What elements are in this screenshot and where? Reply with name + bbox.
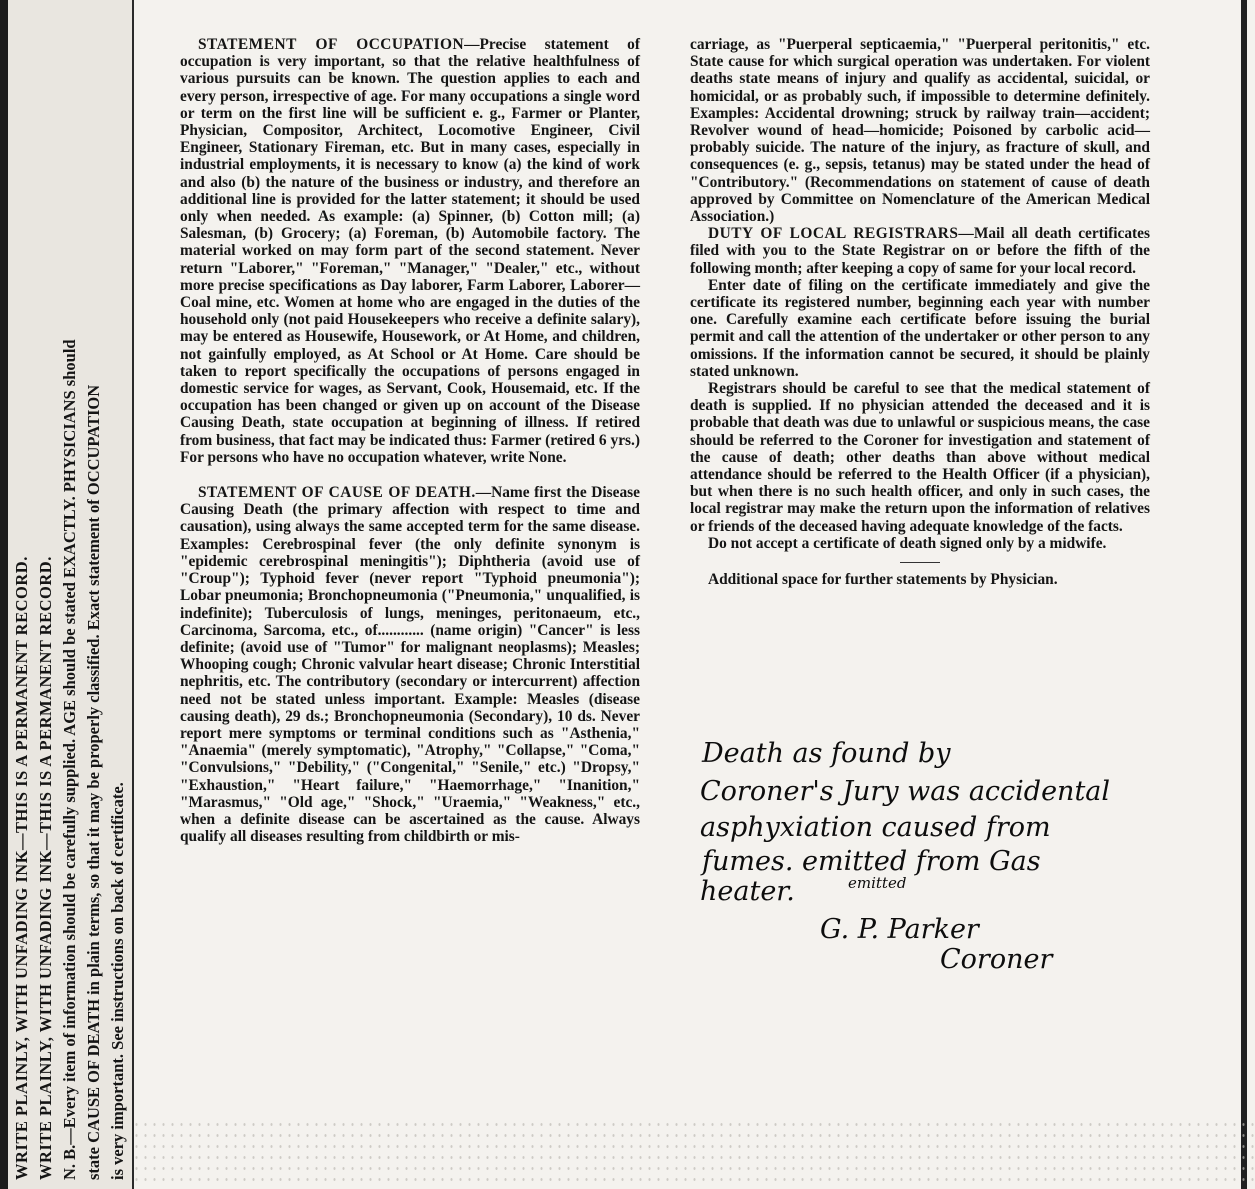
side-notice [10, 30, 130, 1180]
side-notice-line-1: WRITE PLAINLY, WITH UNFADING INK—THIS IS A PERMANENT RECORD. [12, 556, 31, 1180]
side-notice-line-4: state CAUSE OF DEATH in plain terms, so that it may be properly classified. Exact statement of OCCUPATION [84, 384, 103, 1180]
section-gap [180, 466, 640, 484]
handwritten-insertion: emitted [848, 874, 907, 892]
handwritten-line-1: Death as found by [702, 740, 951, 769]
handwritten-statement [700, 740, 1160, 980]
handwriting-svg [700, 740, 1160, 980]
cause-heading: STATEMENT OF CAUSE OF DEATH. [198, 484, 476, 502]
right-column [690, 36, 1150, 588]
cause-text: —Name first the Disease Causing Death (the primary affection with respect to time and causation), using always the same accepted term for the same disease. Examples: Cerebrospinal fever (the only definite synonym is "epidemic cerebrospinal meningitis"); Diphtheria (avoid use of "Croup"); Typhoid fever (never report "Typhoid pneumonia"); Lobar pneumonia; Bronchopneumonia ("Pneumonia," unqualified, is indefinite); Tuberculosis of lungs, meninges, peritonaeum, etc., Carcinoma, Sarcoma, etc., of............ (name origin) "Cancer" is less definite; (avoid use of "Tumor" for malignant neoplasms); Measles; Whooping cough; Chronic valvular heart disease; Chronic Interstitial nephritis, etc. The contributory (secondary or intercurrent) affection need not be stated unless important. Example: Measles (disease causing death), 29 ds.; Bronchopneumonia (Secondary), 10 ds. Never report mere symptoms or terminal conditions such as "Asthenia," "Anaemia" (merely symptomatic), "Atrophy," "Collapse," "Coma," "Convulsions," "Debility," ("Congenital," "Senile," etc.) "Dropsy," "Exhaustion," "Heart failure," "Haemorrhage," "Inanition," "Marasmus," "Old age," "Shock," "Uraemia," "Weakness," etc., when a definite disease can be ascertained as the cause. Always qualify all diseases resulting from childbirth or mis- [180, 484, 640, 846]
registrars-text-1: —Mail all death certificates filed with you to the State Registrar on or before the fifth of the following month; after keeping a copy of same for your local record. [690, 225, 1150, 277]
side-notice-line-2: WRITE PLAINLY, WITH UNFADING INK—THIS IS A PERMANENT RECORD. [36, 556, 55, 1180]
scan-speckle [132, 1119, 1255, 1189]
handwritten-line-3: asphyxiation caused from [700, 812, 1051, 843]
left-column [180, 36, 640, 845]
occupation-text: —Precise statement of occupation is very important, so that the relative healthfulness of various pursuits can be known. The question applies to each and every person, irrespective of age. For many occupations a single word or term on the first line will be sufficient e. g., Farmer or Planter, Physician, Compositor, Architect, Locomotive Engineer, Civil Engineer, Stationary Fireman, etc. But in many cases, especially in industrial employments, it is necessary to know (a) the kind of work and also (b) the nature of the business or industry, and therefore an additional line is provided for the latter statement; it should be used only when needed. As example: (a) Spinner, (b) Cotton mill; (a) Salesman, (b) Grocery; (a) Foreman, (b) Automobile factory. The material worked on may form part of the second statement. Never return "Laborer," "Foreman," "Manager," "Dealer," etc., without more precise specifications as Day laborer, Farm Laborer, Laborer—Coal mine, etc. Women at home who are engaged in the duties of the household only (not paid Housekeepers who receive a definite salary), may be entered as Housewife, Housework, or At Home, and children, not gainfully employed, as At School or At Home. Care should be taken to report specifically the occupations of persons engaged in domestic service for wages, as Servant, Cook, Housemaid, etc. If the occupation has been changed or given up on account of the Disease Causing Death, state occupation at beginning of illness. If retired from business, that fact may be indicated thus: Farmer (retired 6 yrs.) For persons who have no occupation whatever, write None. [180, 36, 640, 466]
registrars-paragraph-2: Enter date of filing on the certificate immediately and give the certificate its registered number, beginning each year with number one. Carefully examine each certificate before issuing the burial permit and call the attention of the undertaker or other person to any omissions. If the information cannot be secured, it should be plainly stated unknown. [690, 276, 1150, 380]
occupation-heading: STATEMENT OF OCCUPATION [198, 36, 465, 53]
divider [900, 562, 940, 563]
side-notice-strip [0, 0, 134, 1189]
handwritten-line-4: fumes. emitted from Gas [702, 846, 1041, 877]
right-edge-mark [1241, 0, 1247, 1189]
signature-title: Coroner [940, 944, 1053, 975]
side-notice-line-3: N. B.—Every item of information should be carefully supplied. AGE should be stated EXACTLY. PHYSICIANS should [60, 339, 79, 1180]
registrars-paragraph-3: Registrars should be careful to see that the medical statement of death is supplied. If no physician attended the deceased and it is probable that death was due to unlawful or suspicious means, the case should be referred to the Coroner for investigation and statement of the cause of death; other deaths than above without medical attendance should be referred to the Health Officer (if a physician), but when there is no such health officer, and only in such cases, the local registrar may make the return upon the information of relatives or friends of the deceased having adequate knowledge of the facts. [690, 380, 1150, 535]
handwritten-line-2: Coroner's Jury was accidental [700, 776, 1111, 807]
additional-statements-title: Additional space for further statements by Physician. [708, 571, 1058, 589]
cause-continued: carriage, as "Puerperal septicaemia," "Puerperal peritonitis," etc. State cause for which surgical operation was undertaken. For violent deaths state means of injury and qualify as accidental, suicidal, or homicidal, or as probably such, if impossible to determine definitely. Examples: Accidental drowning; struck by railway train—accident; Revolver wound of head—homicide; Poisoned by carbolic acid—probably suicide. The nature of the injury, as fracture of skull, and consequences (e. g., sepsis, tetanus) may be stated under the head of "Contributory." (Recommendations on statement of cause of death approved by Committee on Nomenclature of the American Medical Association.) [690, 36, 1150, 226]
registrars-paragraph-1 [690, 225, 1150, 277]
registrars-paragraph-4: Do not accept a certificate of death signed only by a midwife. [708, 534, 1107, 552]
registrars-heading: DUTY OF LOCAL REGISTRARS [708, 225, 959, 243]
signature: G. P. Parker [820, 914, 979, 945]
side-notice-line-5: is very important. See instructions on back of certificate. [108, 782, 127, 1180]
occupation-paragraph [180, 36, 640, 466]
handwritten-line-5: heater. [700, 876, 795, 907]
cause-paragraph [180, 484, 640, 845]
